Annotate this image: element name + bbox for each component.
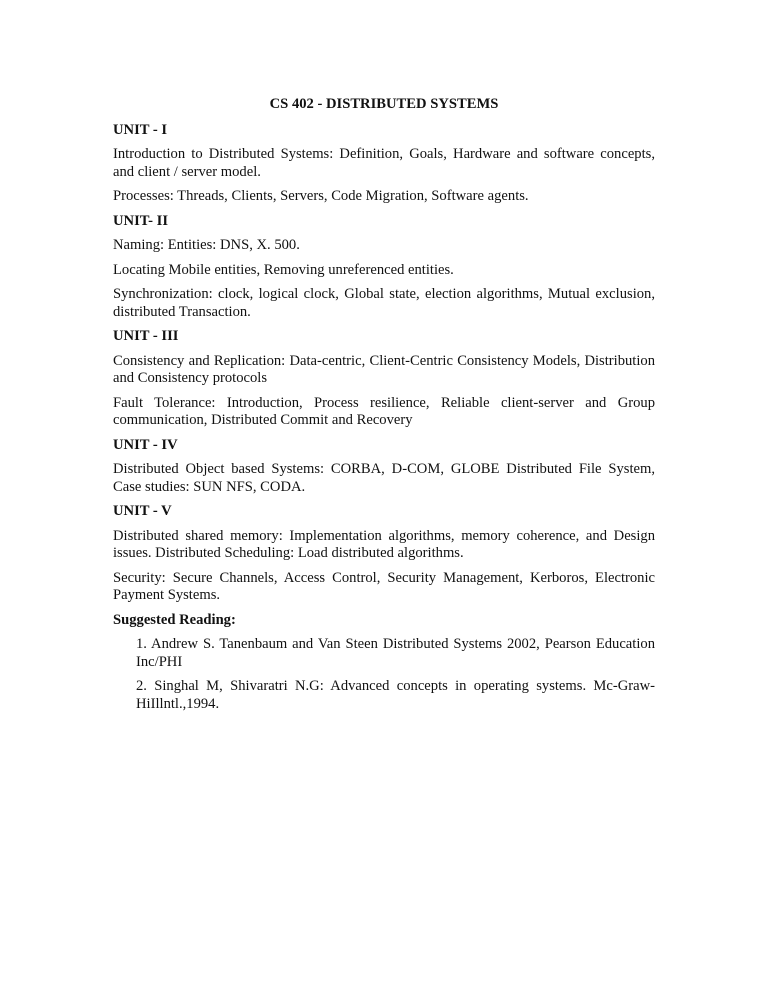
unit-paragraph: Synchronization: clock, logical clock, Global state, election algorithms, Mutual exclusion, distributed Transaction. (113, 286, 655, 320)
reference-item: 2. Singhal M, Shivaratri N.G: Advanced concepts in operating systems. Mc-Graw-HiIllntl.,1994. (136, 678, 655, 712)
document-title: CS 402 - DISTRIBUTED SYSTEMS (269, 96, 499, 112)
suggested-reading-section (113, 612, 655, 714)
unit-paragraph: Processes: Threads, Clients, Servers, Code Migration, Software agents. (113, 188, 529, 204)
unit-paragraph: Locating Mobile entities, Removing unreferenced entities. (113, 261, 454, 278)
unit-paragraph: Security: Secure Channels, Access Control, Security Management, Kerboros, Electronic Payment Systems. (113, 569, 655, 603)
unit-heading: UNIT - III (113, 328, 179, 344)
unit-1-section (113, 122, 655, 206)
unit-4-section (113, 437, 655, 497)
unit-heading: UNIT - I (113, 121, 168, 138)
syllabus-page (113, 96, 655, 720)
unit-paragraph: Introduction to Distributed Systems: Definition, Goals, Hardware and software concepts, and client / server model. (113, 146, 655, 180)
unit-paragraph: Fault Tolerance: Introduction, Process resilience, Reliable client-server and Group communication, Distributed Commit and Recovery (113, 394, 655, 428)
suggested-reading-heading: Suggested Reading: (113, 611, 236, 628)
unit-3-section (113, 328, 655, 430)
unit-heading: UNIT- II (113, 212, 169, 229)
unit-paragraph: Distributed Object based Systems: CORBA, D-COM, GLOBE Distributed File System, Case studies: SUN NFS, CODA. (113, 461, 655, 495)
unit-paragraph: Distributed shared memory: Implementation algorithms, memory coherence, and Design issues. Distributed Scheduling: Load distributed algorithms. (113, 527, 655, 561)
reference-item: 1. Andrew S. Tanenbaum and Van Steen Distributed Systems 2002, Pearson Education Inc/PHI (136, 636, 655, 670)
unit-paragraph: Consistency and Replication: Data-centric, Client-Centric Consistency Models, Distribution and Consistency protocols (113, 352, 655, 386)
unit-paragraph: Naming: Entities: DNS, X. 500. (113, 237, 300, 253)
reference-list (113, 636, 655, 713)
unit-2-section (113, 213, 655, 322)
unit-5-section (113, 503, 655, 605)
unit-heading: UNIT - IV (113, 436, 178, 453)
unit-heading: UNIT - V (113, 503, 172, 519)
